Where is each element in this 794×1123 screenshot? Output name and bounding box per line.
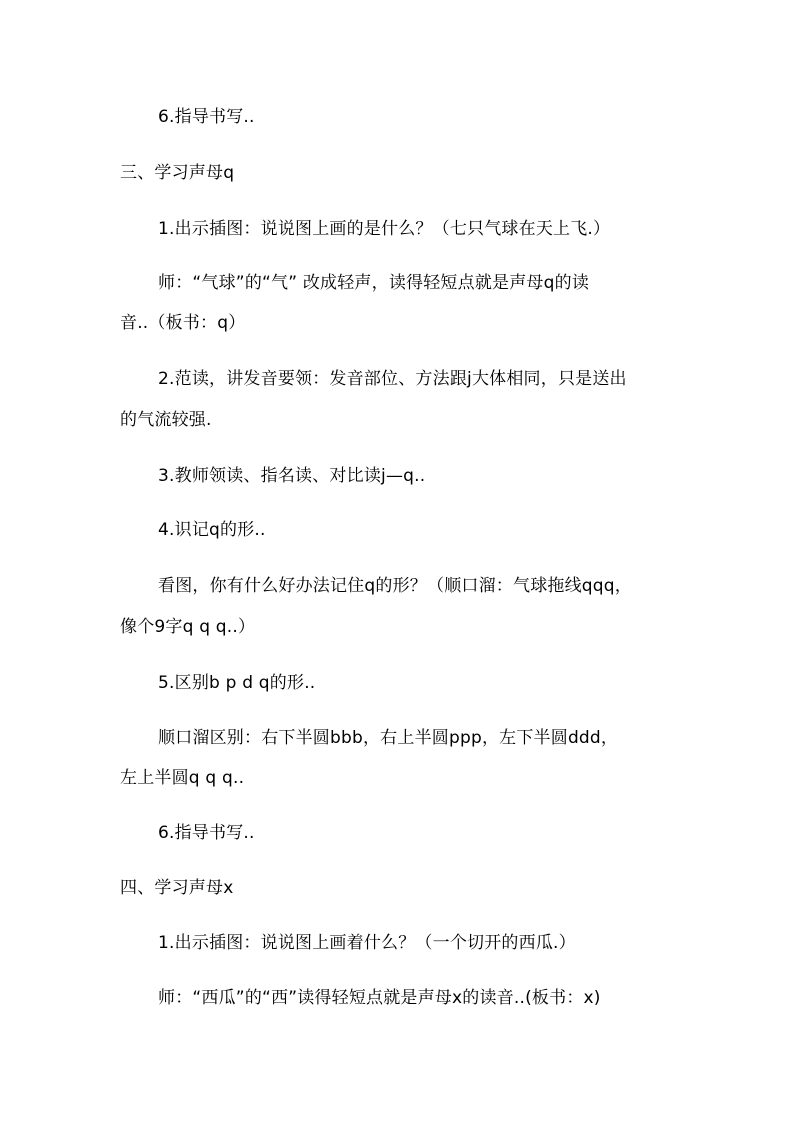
- paragraph: 6.指导书写..: [158, 107, 255, 127]
- paragraph: 3.教师领读、指名读、对比读j—q..: [158, 466, 426, 486]
- paragraph: 2.范读，讲发音要领：发音部位、方法跟j大体相同，只是送出: [158, 369, 627, 389]
- paragraph: 师：“西瓜”的“西”读得轻短点就是声母x的读音..(板书：x): [158, 988, 601, 1008]
- paragraph-continuation: 的气流较强.: [120, 410, 212, 430]
- paragraph: 6.指导书写..: [158, 823, 255, 843]
- paragraph: 5.区别b p d q的形..: [158, 673, 316, 693]
- paragraph-continuation: 左上半圆q q q..: [120, 768, 245, 788]
- paragraph: 4.识记q的形..: [158, 520, 266, 540]
- paragraph: 顺口溜区别：右下半圆bbb，右上半圆ppp，左下半圆ddd，: [158, 728, 619, 748]
- paragraph-continuation: 像个9字q q q..）: [120, 617, 256, 637]
- paragraph: 师：“气球”的“气” 改成轻声，读得轻短点就是声母q的读: [158, 273, 590, 293]
- paragraph: 看图，你有什么好办法记住q的形？（顺口溜：气球拖线qqq，: [158, 576, 632, 596]
- paragraph-continuation: 音..（板书：q）: [120, 313, 246, 333]
- paragraph: 1.出示插图：说说图上画的是什么？（七只气球在天上飞.）: [158, 219, 611, 239]
- section-heading: 三、学习声母q: [120, 163, 235, 183]
- section-heading: 四、学习声母x: [120, 878, 234, 898]
- paragraph: 1.出示插图：说说图上画着什么？（一个切开的西瓜.）: [158, 933, 576, 953]
